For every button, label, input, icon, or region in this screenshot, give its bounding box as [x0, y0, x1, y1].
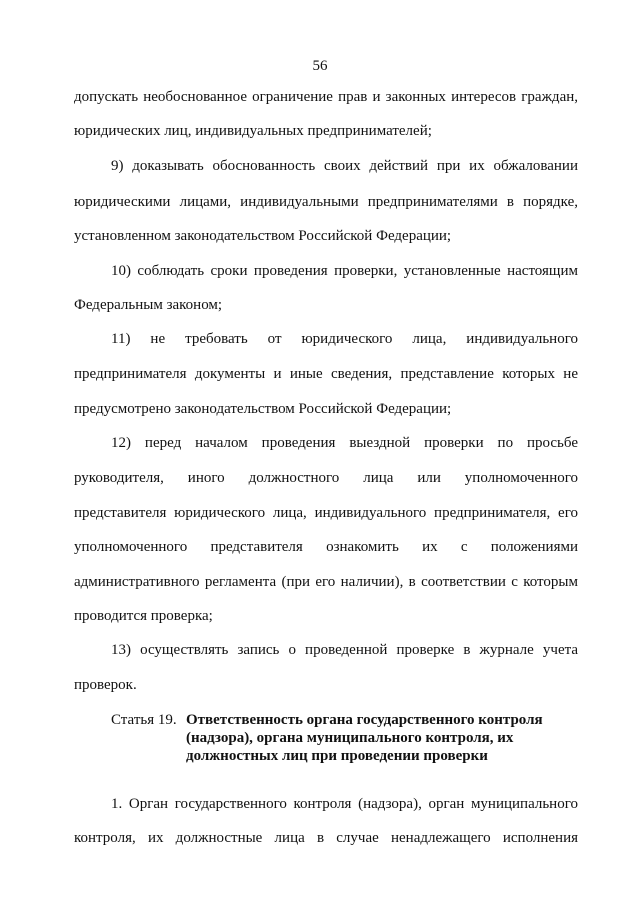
page-number: 56: [312, 58, 328, 74]
article-label: Статья 19.: [111, 712, 177, 728]
text-line: 13) осуществлять запись о проведенной проверке в журнале учета: [111, 642, 578, 658]
text-line: установленном законодательством Российской Федерации;: [74, 228, 452, 244]
text-line: предусмотрено законодательством Российской Федерации;: [74, 401, 452, 417]
text-line: 1. Орган государственного контроля (надзора), орган муниципального: [111, 796, 578, 812]
text-line: юридических лиц, индивидуальных предпринимателей;: [74, 123, 432, 139]
text-line: 12) перед началом проведения выездной проверки по просьбе: [111, 435, 578, 451]
text-line: проводится проверка;: [74, 608, 213, 624]
text-line: юридическими лицами, индивидуальными предпринимателями в порядке,: [74, 194, 578, 210]
article-title-line: Ответственность органа государственного контроля: [186, 712, 543, 728]
text-line: контроля, их должностные лица в случае ненадлежащего исполнения: [74, 830, 578, 846]
text-line: 10) соблюдать сроки проведения проверки, установленные настоящим: [111, 263, 578, 279]
text-line: руководителя, иного должностного лица или уполномоченного: [74, 470, 578, 486]
text-line: представителя юридического лица, индивидуального предпринимателя, его: [74, 505, 578, 521]
text-line: предпринимателя документы и иные сведения, представление которых не: [74, 366, 578, 382]
article-title-line: должностных лиц при проведении проверки: [186, 748, 488, 764]
text-line: уполномоченного представителя ознакомить их с положениями: [74, 539, 578, 555]
text-line: допускать необоснованное ограничение прав и законных интересов граждан,: [74, 89, 578, 105]
text-line: административного регламента (при его наличии), в соответствии с которым: [74, 574, 578, 590]
text-line: Федеральным законом;: [74, 297, 223, 313]
article-title-line: (надзора), органа муниципального контроля, их: [186, 730, 514, 746]
text-line: 11) не требовать от юридического лица, индивидуального: [111, 331, 578, 347]
text-line: проверок.: [74, 677, 137, 693]
text-line: 9) доказывать обоснованность своих действий при их обжаловании: [111, 158, 578, 174]
